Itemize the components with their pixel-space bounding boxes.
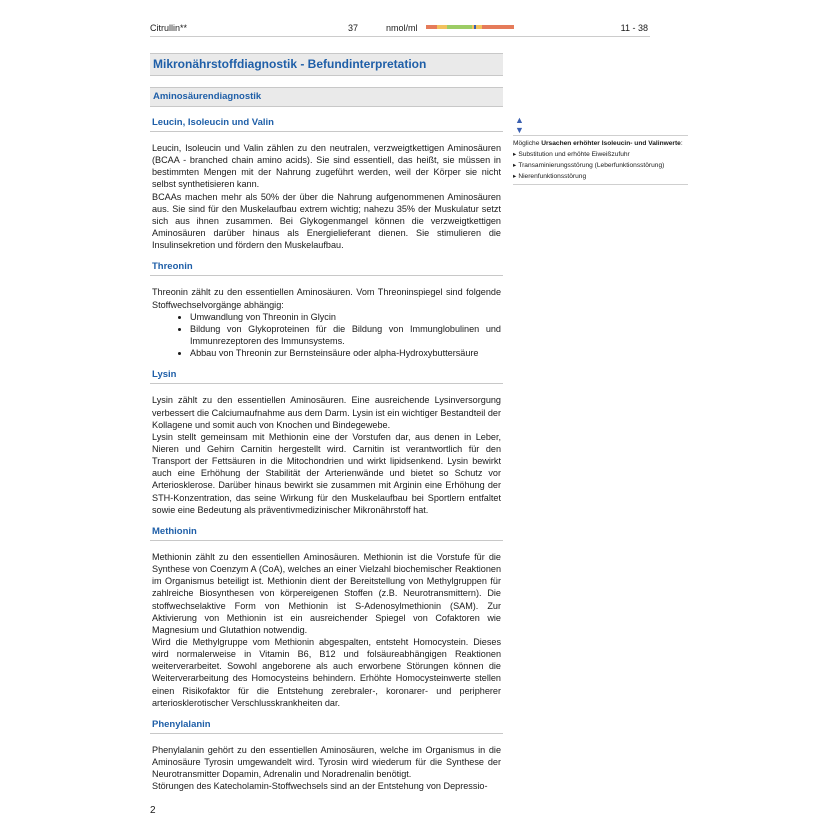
- sidebar-intro-end: :: [680, 140, 683, 147]
- topic-heading-lysin: Lysin: [150, 369, 503, 384]
- section-title: Aminosäurendiagnostik: [150, 87, 503, 107]
- topic-heading-threonin: Threonin: [150, 261, 503, 276]
- list-item: • Bildung von Glykoproteinen für die Bildung von Immunglobulinen und Immunrezeptoren des Immunsystems.: [190, 323, 501, 347]
- paragraph: Lysin stellt gemeinsam mit Methionin eine der Vorstufen dar, aus denen in Leber, Nieren und Gehirn Carnitin hergestellt wird. Carnitin ist verantwortlich für den Transport der Fettsäuren in die Mitochondrien und wirkt lipidsenkend. Lysin bewirkt auch eine Erhöhung der Stabilität der Arterienwände und bietet so Schutz vor Arteriosklerose. Darüber hinaus bewirkt sie zusammen mit Arginin eine Erhöhung der STH-Konzentration, das seine Wirkung für den Muskelaufbau bei Sportlern entfaltet sowie eine Bedeutung als präventivmedizinischer Mikronährstoff hat.: [152, 431, 501, 515]
- page-number: 2: [150, 805, 156, 816]
- sidebar-note: [513, 115, 688, 185]
- list-item: ▸ Nierenfunktionsstörung: [513, 171, 688, 182]
- bullet-list: [152, 311, 501, 360]
- paragraph: Störungen des Katecholamin-Stoffwechsels sind an der Entstehung von Depressio-: [152, 781, 488, 792]
- gauge-segment: [482, 25, 514, 29]
- topic-body-leucin: [150, 142, 503, 251]
- gauge-marker: [474, 25, 476, 29]
- list-item: ▸ Substitution und erhöhte Eiweißzufuhr: [513, 149, 688, 160]
- sidebar-intro: [513, 135, 688, 149]
- paragraph: Phenylalanin gehört zu den essentiellen Aminosäuren, welche im Organismus in die Aminosäure Tyrosin umgewandelt wird. Tyrosin wird wiederum für die Synthese der Neurotransmitter Dopamin, Adrenalin und Noradrenalin benötigt.: [152, 744, 501, 780]
- gauge-segment: [472, 25, 483, 29]
- topic-heading-leucin: Leucin, Isoleucin und Valin: [150, 117, 503, 132]
- paragraph: Leucin, Isoleucin und Valin zählen zu den neutralen, verzweigtkettigen Aminosäuren (BCAA - branched chain amino acids). Sie sind essentiell, das heißt, sie müssen in bestimmten Mengen mit der Nahrung zugeführt werden, weil der Körper sie nicht selbst synthetisieren kann.: [152, 143, 501, 190]
- parameter-name: Citrullin**: [150, 23, 188, 33]
- gauge-segment: [426, 25, 437, 29]
- parameter-value: 37: [348, 23, 359, 33]
- topic-heading-phenylalanin: Phenylalanin: [150, 719, 503, 734]
- topic-body-lysin: [150, 394, 503, 516]
- paragraph: Wird die Methylgruppe vom Methionin abgespalten, entsteht Homocystein. Dieses wird normalerweise in Vitamin B6, B12 und folsäureabhängigen Reaktionen weiterverarbeitet. Sowohl angeborene als auch erworbene Störungen können die Weiterverarbeitung des Homocysteins behindern. Erhöhte Homocysteinwerte stellen einen Risikofaktor für die Entstehung zerebraler-, koronarer- und peripherer arteriosklerotischer Verschlusskrankheiten dar.: [152, 637, 501, 708]
- paragraph: Methionin zählt zu den essentiellen Aminosäuren. Methionin ist die Vorstufe für die Synthese von Coenzym A (CoA), welches an einer Vielzahl biochemischer Reaktionen im Organismus beteiligt ist. Methionin dient der Bereitstellung von Methylgruppen für zahlreiche Biosynthesen von körpereigenen Stoffen (z.B. Neurotransmittern). Die stoffwechselaktive Form von Methionin ist S-Adenosylmethionin (SAM). Zur Aktivierung von Methionin ist ein ausreichender Spiegel von Cofaktoren wie Magnesium und Glutathion notwendig.: [152, 551, 501, 635]
- gauge-segment: [437, 25, 448, 29]
- parameter-unit: nmol/ml: [386, 23, 418, 33]
- list-item: ▸ Transaminierungsstörung (Leberfunktionsstörung): [513, 160, 688, 171]
- topic-body-methionin: [150, 551, 503, 709]
- list-item: • Umwandlung von Threonin in Glycin: [190, 311, 501, 323]
- paragraph: Threonin zählt zu den essentiellen Aminosäuren. Vom Threoninspiegel sind folgende Stoffwechselvorgänge abhängig:: [152, 287, 501, 310]
- main-content: [150, 53, 503, 797]
- page-title: Mikronährstoffdiagnostik - Befundinterpretation: [150, 53, 503, 76]
- paragraph: BCAAs machen mehr als 50% der über die Nahrung aufgenommenen Aminosäuren aus. Sie sind für den Muskelaufbau extrem wichtig; nahezu 35% der Muskulatur setzt sich aus ihnen zusammen. Bei Glykogenmangel können die verzweigtkettigen Aminosäuren darüber hinaus als Energielieferant dienen. Sie stimulieren die Insulinsekretion und fördern den Muskelaufbau.: [152, 191, 501, 251]
- topic-heading-methionin: Methionin: [150, 526, 503, 541]
- sidebar-intro-text: Mögliche: [513, 140, 542, 147]
- sort-arrows-icon[interactable]: ▲︎ ▼︎: [515, 115, 524, 135]
- paragraph: Lysin zählt zu den essentiellen Aminosäuren. Eine ausreichende Lysinversorgung verbessert die Calciumaufnahme aus dem Darm. Lysin ist ein wichtiger Bestandteil der Kollagene und somit auch von Knochen und Bindegewebe.: [152, 395, 501, 430]
- result-row: [150, 20, 650, 37]
- gauge-segment: [447, 25, 472, 29]
- sidebar-intro-bold: Ursachen erhöhter Isoleucin- und Valinwerte: [541, 140, 681, 147]
- list-item: • Abbau von Threonin zur Bernsteinsäure oder alpha-Hydroxybuttersäure: [190, 347, 501, 359]
- reference-range: 11 - 38: [620, 23, 648, 33]
- sidebar-list: [513, 149, 688, 185]
- topic-body-threonin: [150, 286, 503, 359]
- reference-gauge: [426, 25, 514, 29]
- topic-body-phenylalanin: [150, 744, 503, 793]
